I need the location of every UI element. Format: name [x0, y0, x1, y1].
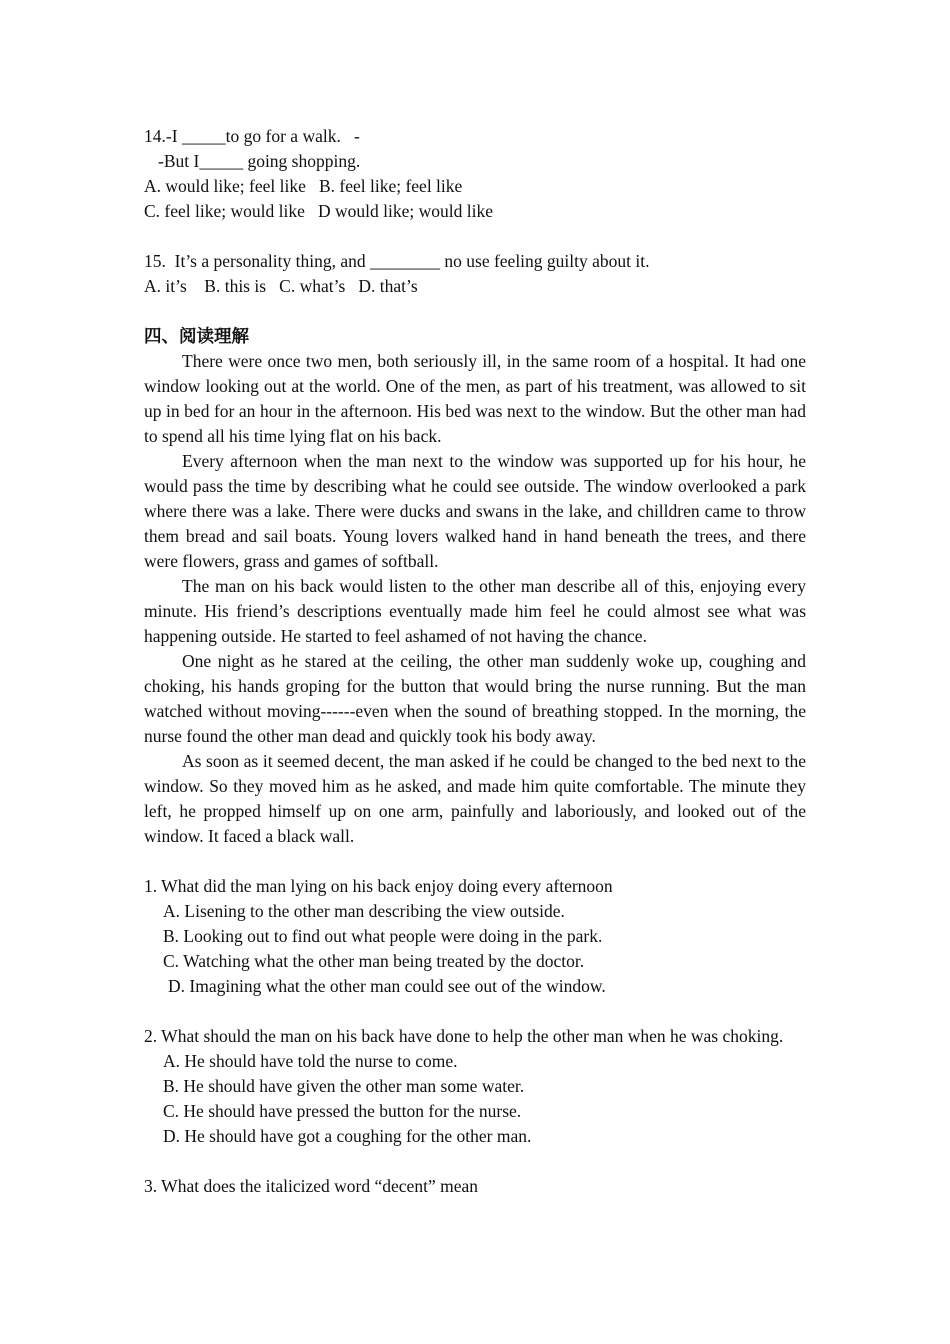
question-2-stem: 2. What should the man on his back have done to help the other man when he was choking.: [144, 1026, 784, 1046]
passage-paragraph-1: There were once two men, both seriously ill, in the same room of a hospital. It had one window looking out at the world. One of the men, as part of his treatment, was allowed to sit up in bed for an hour in the afternoon. His bed was next to the window. But the other man had to spend all his time lying flat on his back.: [144, 351, 806, 446]
question-1-option-c: C. Watching what the other man being treated by the doctor.: [163, 951, 585, 971]
passage-paragraph-5: As soon as it seemed decent, the man asked if he could be changed to the bed next to the window. So they moved him as he asked, and made him quite comfortable. The minute they left, he propped himself up on one arm, painfully and laboriously, and looked out of the window. It faced a black wall.: [144, 751, 806, 846]
page-content: [144, 124, 806, 1199]
question-2-option-d: D. He should have got a coughing for the other man.: [163, 1126, 532, 1146]
spacer: [144, 999, 806, 1024]
question-2-option-a: A. He should have told the nurse to come.: [163, 1051, 458, 1071]
question-1-option-a: A. Lisening to the other man describing the view outside.: [163, 901, 565, 921]
passage-paragraph-3: The man on his back would listen to the other man describe all of this, enjoying every minute. His friend’s descriptions eventually made him feel he could almost see what was happening outside. He started to feel ashamed of not having the chance.: [144, 576, 806, 646]
question-14-options-cd: C. feel like; would like D would like; would like: [144, 201, 493, 221]
question-15-stem: 15. It’s a personality thing, and ________ no use feeling guilty about it.: [144, 251, 650, 271]
question-14-stem: 14.-I _____to go for a walk. -: [144, 126, 360, 146]
passage-paragraph-4: One night as he stared at the ceiling, the other man suddenly woke up, coughing and choking, his hands groping for the button that would bring the nurse running. But the man watched without moving------even when the sound of breathing stopped. In the morning, the nurse found the other man dead and quickly took his body away.: [144, 651, 806, 746]
question-14-reply: -But I_____ going shopping.: [158, 151, 361, 171]
passage-paragraph-2: Every afternoon when the man next to the window was supported up for his hour, he would pass the time by describing what he could see outside. The window overlooked a park where there was a lake. There were ducks and swans in the lake, and chilldren came to throw them bread and sail boats. Young lovers walked hand in hand beneath the trees, and there were flowers, grass and games of softball.: [144, 451, 806, 571]
question-15-options: A. it’s B. this is C. what’s D. that’s: [144, 276, 418, 296]
question-14-options-ab: A. would like; feel like B. feel like; feel like: [144, 176, 463, 196]
spacer: [144, 224, 806, 249]
question-1-stem: 1. What did the man lying on his back enjoy doing every afternoon: [144, 876, 613, 896]
question-2-option-b: B. He should have given the other man some water.: [163, 1076, 525, 1096]
question-1-option-b: B. Looking out to find out what people were doing in the park.: [163, 926, 603, 946]
question-2-option-c: C. He should have pressed the button for the nurse.: [163, 1101, 522, 1121]
spacer: [144, 849, 806, 874]
spacer: [144, 1149, 806, 1174]
question-1-option-d: D. Imagining what the other man could see out of the window.: [168, 976, 606, 996]
question-3-stem: 3. What does the italicized word “decent” mean: [144, 1176, 478, 1196]
section-heading: 四、阅读理解: [144, 326, 249, 346]
spacer: [144, 299, 806, 324]
